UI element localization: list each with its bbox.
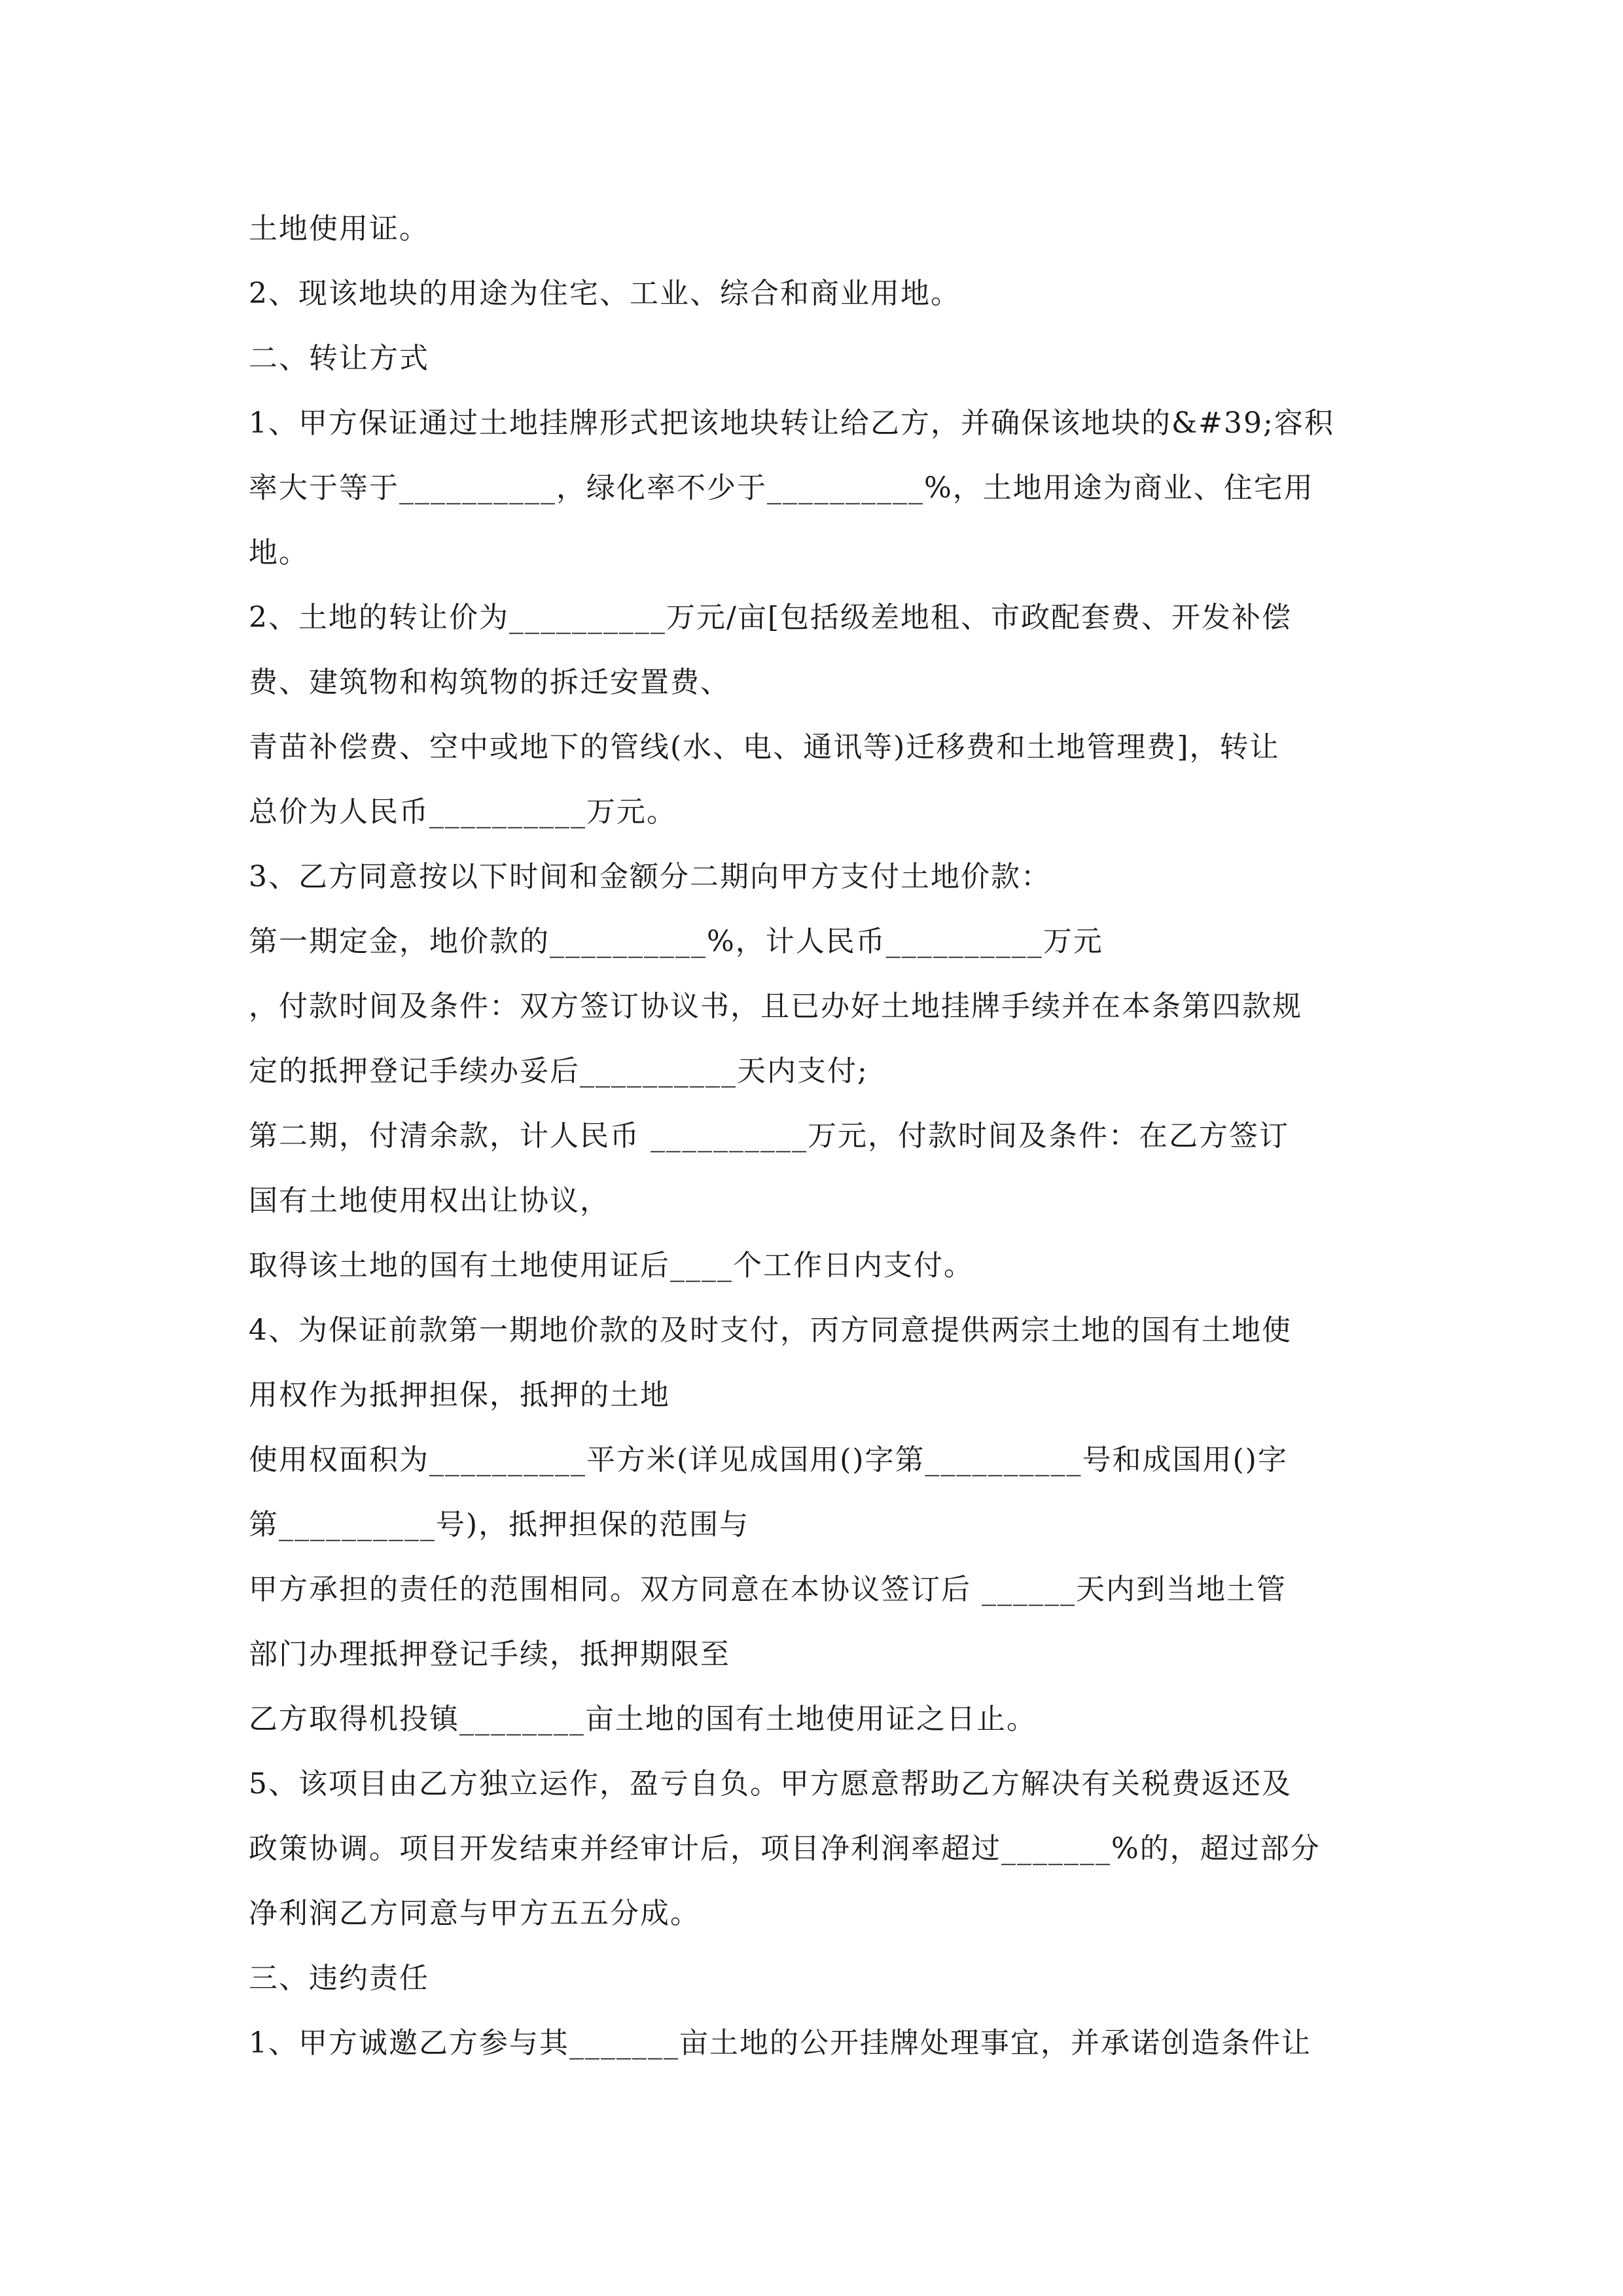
text-line: 总价为人民币__________万元。 [249, 795, 677, 829]
section-heading: 二、转让方式 [249, 342, 429, 375]
text-line: 用权作为抵押担保，抵押的土地 [249, 1378, 670, 1412]
text-line: 率大于等于__________，绿化率不少于__________%，土地用途为商业、住宅用 [249, 471, 1314, 505]
text-line: 政策协调。项目开发结束并经审计后，项目净利润率超过_______%的，超过部分 [249, 1832, 1321, 1865]
text-line: 甲方承担的责任的范围相同。双方同意在本协议签订后 ______天内到当地土管 [249, 1573, 1287, 1606]
text-line: 部门办理抵押登记手续，抵押期限至 [249, 1638, 730, 1671]
text-line: ，付款时间及条件：双方签订协议书，且已办好土地挂牌手续并在本条第四款规 [249, 990, 1302, 1023]
text-line: 3、乙方同意按以下时间和金额分二期向甲方支付土地价款： [249, 860, 1051, 893]
text-line: 取得该土地的国有土地使用证后____个工作日内支付。 [249, 1249, 974, 1282]
text-line: 2、土地的转让价为__________万元/亩[包括级差地租、市政配套费、开发补偿 [249, 601, 1292, 634]
text-line: 净利润乙方同意与甲方五五分成。 [249, 1897, 700, 1930]
text-line: 青苗补偿费、空中或地下的管线(水、电、通讯等)迁移费和土地管理费]，转让 [249, 730, 1280, 764]
text-line: 费、建筑物和构筑物的拆迁安置费、 [249, 666, 730, 699]
text-line: 4、为保证前款第一期地价款的及时支付，丙方同意提供两宗土地的国有土地使 [249, 1314, 1292, 1347]
section-heading: 三、违约责任 [249, 1962, 429, 1995]
text-line: 1、甲方保证通过土地挂牌形式把该地块转让给乙方，并确保该地块的&#39;容积 [249, 406, 1334, 440]
text-line: 第一期定金，地价款的__________%，计人民币__________万元 [249, 925, 1103, 958]
text-line: 1、甲方诚邀乙方参与其_______亩土地的公开挂牌处理事宜，并承诺创造条件让 [249, 2026, 1311, 2060]
text-line: 国有土地使用权出让协议， [249, 1184, 610, 1217]
text-line: 使用权面积为__________平方米(详见成国用()字第__________号和成国用()字 [249, 1443, 1288, 1477]
text-line: 乙方取得机投镇________亩土地的国有土地使用证之日止。 [249, 1702, 1037, 1736]
text-line: 地。 [249, 536, 309, 569]
text-line: 5、该项目由乙方独立运作，盈亏自负。甲方愿意帮助乙方解决有关税费返还及 [249, 1767, 1292, 1801]
text-line: 2、现该地块的用途为住宅、工业、综合和商业用地。 [249, 277, 961, 310]
text-line: 土地使用证。 [249, 212, 429, 245]
text-line: 定的抵押登记手续办妥后__________天内支付; [249, 1054, 868, 1088]
text-line: 第二期，付清余款，计人民币 __________万元，付款时间及条件：在乙方签订 [249, 1119, 1289, 1153]
text-line: 第__________号)，抵押担保的范围与 [249, 1508, 750, 1541]
document-page [249, 196, 1376, 2075]
